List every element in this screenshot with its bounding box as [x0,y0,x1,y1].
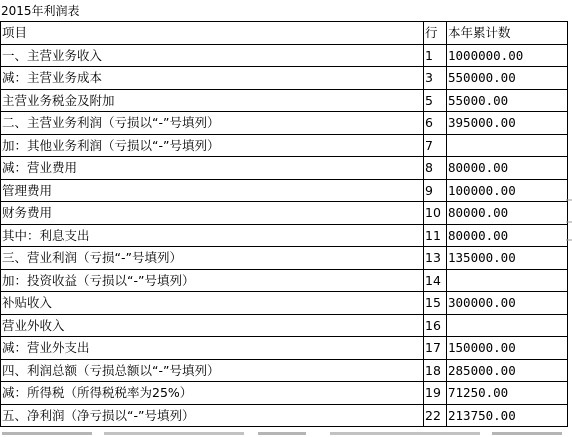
line-number-cell: 18 [424,359,447,382]
cropped-border-fragment [566,190,572,250]
amount-cell: 71250.00 [447,382,568,405]
item-cell: 加：投资收益（亏损以“-”号填列） [1,269,424,292]
item-cell: 减：主营业务成本 [1,67,424,90]
amount-cell: 300000.00 [447,292,568,315]
item-cell: 减：营业费用 [1,157,424,180]
line-number-cell: 14 [424,269,447,292]
amount-cell [447,314,568,337]
table-row [1,269,568,292]
line-number-cell: 7 [424,134,447,157]
line-number-cell: 3 [424,67,447,90]
table-row [1,157,568,180]
table-row [1,292,568,315]
table-row [1,202,568,225]
line-number-cell: 8 [424,157,447,180]
amount-cell: 80000.00 [447,224,568,247]
table-row [1,314,568,337]
line-number-cell: 9 [424,179,447,202]
item-cell: 补贴收入 [1,292,424,315]
line-number-cell: 17 [424,337,447,360]
table-row [1,247,568,270]
table-row [1,382,568,405]
item-cell: 主营业务税金及附加 [1,89,424,112]
item-cell: 减：营业外支出 [1,337,424,360]
amount-cell: 550000.00 [447,67,568,90]
line-number-cell: 10 [424,202,447,225]
item-cell: 二、主营业务利润（亏损以“-”号填列） [1,112,424,135]
amount-cell [447,269,568,292]
table-row [1,404,568,427]
line-number-cell: 22 [424,404,447,427]
amount-cell: 213750.00 [447,404,568,427]
statement-title: 2015年利润表 [1,4,80,18]
line-number-cell: 5 [424,89,447,112]
table-row [1,224,568,247]
item-cell: 五、净利润（净亏损以“-”号填列） [1,404,424,427]
amount-cell: 285000.00 [447,359,568,382]
item-cell: 财务费用 [1,202,424,225]
line-number-cell: 13 [424,247,447,270]
table-row [1,44,568,67]
amount-cell: 1000000.00 [447,44,568,67]
item-cell: 一、主营业务收入 [1,44,424,67]
line-number-cell: 6 [424,112,447,135]
item-cell: 四、利润总额（亏损总额以“-”号填列） [1,359,424,382]
amount-cell: 55000.00 [447,89,568,112]
amount-cell [447,134,568,157]
table-row [1,67,568,90]
item-cell: 三、营业利润（亏损“-”号填列） [1,247,424,270]
item-cell: 减：所得税（所得税税率为25%） [1,382,424,405]
line-number-cell: 19 [424,382,447,405]
amount-cell: 100000.00 [447,179,568,202]
header-amount-cell: 本年累计数 [447,22,568,45]
header-item-cell: 项目 [1,22,424,45]
table-row [1,359,568,382]
item-cell: 营业外收入 [1,314,424,337]
item-cell: 其中：利息支出 [1,224,424,247]
line-number-cell: 1 [424,44,447,67]
item-cell: 管理费用 [1,179,424,202]
table-row [1,179,568,202]
cropped-text-fragment [0,430,572,437]
line-number-cell: 11 [424,224,447,247]
line-number-cell: 15 [424,292,447,315]
table-row [1,89,568,112]
item-cell: 加：其他业务利润（亏损以“-”号填列） [1,134,424,157]
line-number-cell: 16 [424,314,447,337]
header-row [1,22,568,45]
amount-cell: 80000.00 [447,202,568,225]
amount-cell: 135000.00 [447,247,568,270]
table-row [1,337,568,360]
income-statement-table [0,21,568,427]
amount-cell: 395000.00 [447,112,568,135]
amount-cell: 150000.00 [447,337,568,360]
table-row [1,112,568,135]
table-row [1,134,568,157]
header-line-cell: 行 [424,22,447,45]
amount-cell: 80000.00 [447,157,568,180]
